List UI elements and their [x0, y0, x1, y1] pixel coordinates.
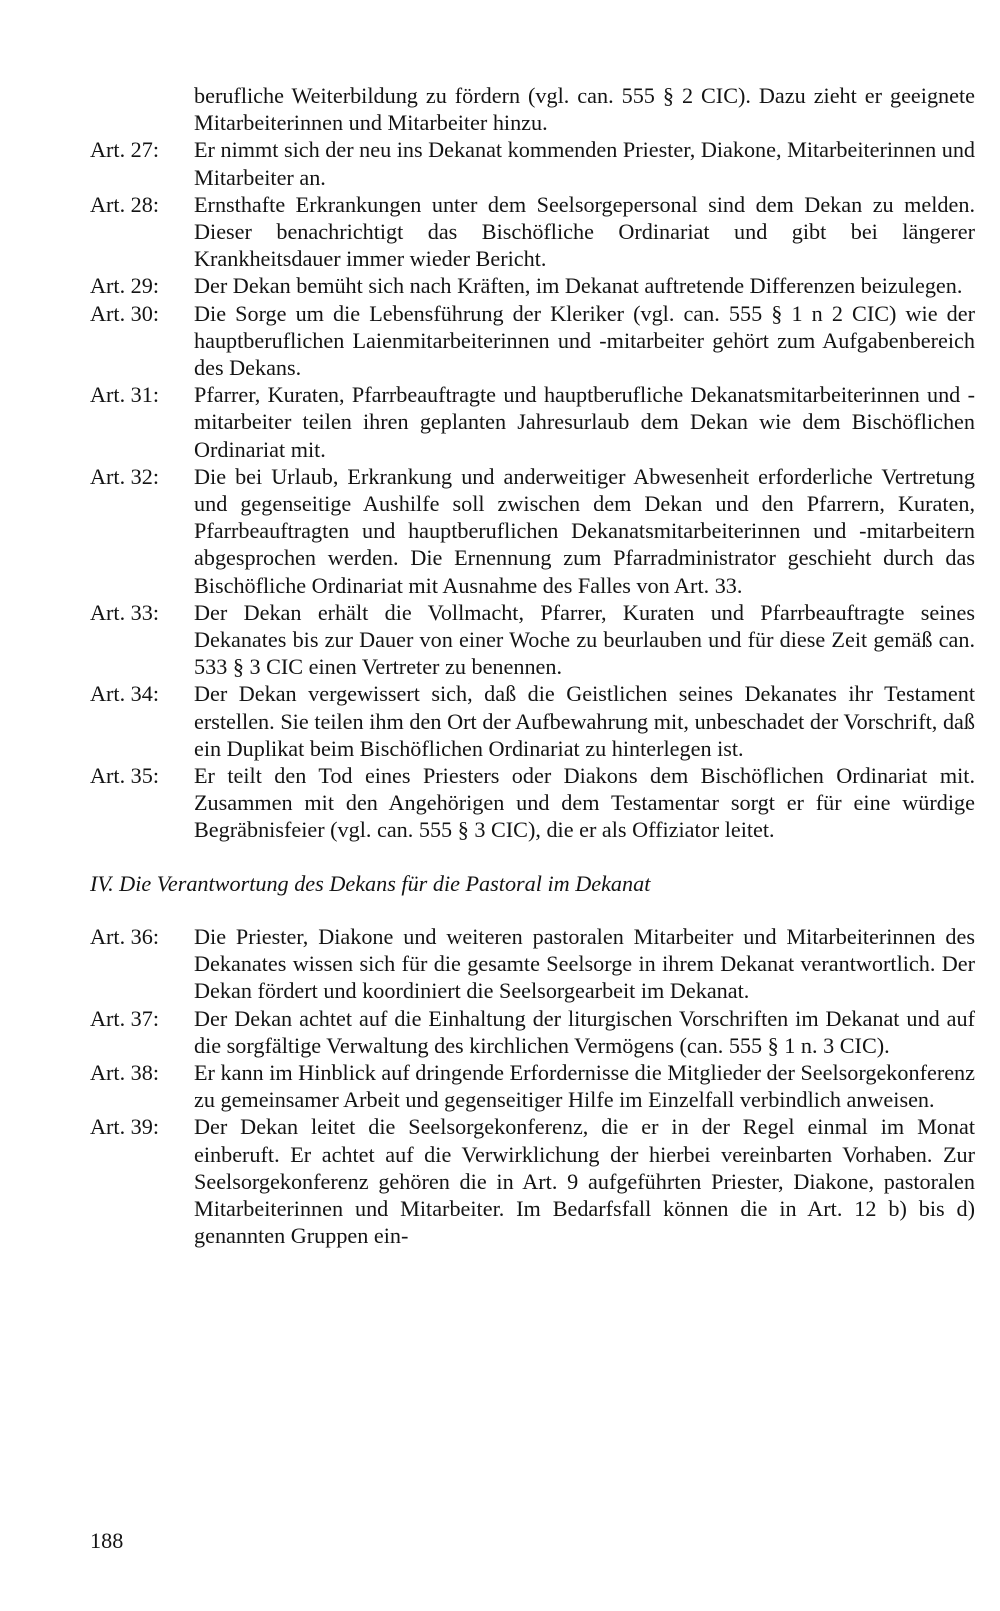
article-label: Art. 39: — [90, 1114, 160, 1140]
article-34 — [90, 680, 975, 762]
article-text: Ernsthafte Erkrankungen unter dem Seelsorgepersonal sind dem Dekan zu melden. Dieser benachrichtigt das Bischöfliche Ordinariat und gibt bei längerer Krankheitsdauer immer wieder Bericht. — [194, 191, 975, 272]
page-number: 188 — [90, 1528, 124, 1553]
continued-paragraph: berufliche Weiterbildung zu fördern (vgl. can. 555 § 2 CIC). Dazu zieht er geeignete Mitarbeiterinnen und Mitarbeiter hinzu. — [194, 83, 975, 136]
article-label: Art. 29: — [90, 273, 160, 299]
article-27 — [90, 136, 975, 190]
article-text: Der Dekan vergewissert sich, daß die Geistlichen seines Dekanates ihr Testament erstellen. Sie teilen ihm den Ort der Aufbewahrung mit, unbeschadet der Vorschrift, daß ein Duplikat beim Bischöflichen Ordinariat zu hinterlegen ist. — [194, 681, 975, 761]
article-38 — [90, 1059, 975, 1113]
article-32 — [90, 463, 975, 599]
article-31 — [90, 381, 975, 463]
article-28 — [90, 191, 975, 273]
article-text: Die Priester, Diakone und weiteren pastoralen Mitarbeiter und Mitarbeiterinnen des Dekanates wissen sich für die gesamte Seelsorge in ihrem Dekanat verantwortlich. Der Dekan fördert und koordiniert die Seelsorgearbeit im Dekanat. — [194, 923, 975, 1004]
section-heading: IV. Die Verantwortung des Dekans für die Pastoral im Dekanat — [90, 870, 651, 896]
article-label: Art. 27: — [90, 137, 160, 163]
article-text: Die bei Urlaub, Erkrankung und anderweitiger Abwesenheit erforderliche Vertretung und gegenseitige Aushilfe soll zwischen dem Dekan und den Pfarrern, Kuraten, Pfarrbeauftragten und hauptberuflichen Dekanatsmitarbeiterinnen und -mitarbeitern abgesprochen werden. Die Ernennung zum Pfarradministrator geschieht durch das Bischöfliche Ordinariat mit Ausnahme des Falles von Art. 33. — [194, 463, 975, 598]
article-text: Der Dekan bemüht sich nach Kräften, im Dekanat auftretende Differenzen beizulegen. — [194, 273, 963, 299]
article-29 — [90, 272, 975, 299]
article-label: Art. 32: — [90, 463, 160, 489]
article-label: Art. 28: — [90, 191, 160, 217]
article-label: Art. 38: — [90, 1059, 160, 1085]
article-label: Art. 34: — [90, 681, 160, 707]
article-text: Er teilt den Tod eines Priesters oder Diakons dem Bischöflichen Ordinariat mit. Zusammen mit den Angehörigen und dem Testamentar sorgt er für eine würdige Begräbnisfeier (vgl. can. 555 § 3 CIC), die er als Offiziator leitet. — [194, 763, 975, 843]
article-label: Art. 31: — [90, 382, 160, 408]
article-list-admin — [90, 136, 975, 843]
article-text: Er kann im Hinblick auf dringende Erfordernisse die Mitglieder der Seelsorgekonferenz zu gemeinsamer Arbeit und gegenseitiger Hilfe im Einzelfall verbindlich anweisen. — [194, 1059, 975, 1113]
article-label: Art. 36: — [90, 923, 160, 949]
article-label: Art. 30: — [90, 300, 160, 326]
article-33 — [90, 599, 975, 681]
article-text: Die Sorge um die Lebensführung der Kleriker (vgl. can. 555 § 1 n 2 CIC) wie der hauptberuflichen Laienmitarbeiterinnen und -mitarbeiter gehört zum Aufgabenbereich des Dekans. — [194, 300, 975, 381]
article-36 — [90, 923, 975, 1005]
article-39 — [90, 1113, 975, 1249]
article-37 — [90, 1005, 975, 1059]
article-35 — [90, 762, 975, 844]
article-text: Der Dekan erhält die Vollmacht, Pfarrer, Kuraten und Pfarrbeauftragte seines Dekanates bis zur Dauer von einer Woche zu beurlauben und für diese Zeit gemäß can. 533 § 3 CIC einen Vertreter zu benennen. — [194, 599, 975, 680]
body-text — [90, 82, 975, 1249]
article-text: Pfarrer, Kuraten, Pfarrbeauftragte und hauptberufliche Dekanatsmitarbeiterinnen und -mitarbeiter teilen ihren geplanten Jahresurlaub dem Dekan wie dem Bischöflichen Ordinariat mit. — [194, 382, 975, 462]
article-list-pastoral — [90, 923, 975, 1249]
article-text: Er nimmt sich der neu ins Dekanat kommenden Priester, Diakone, Mitarbeiterinnen und Mitarbeiter an. — [194, 137, 976, 190]
article-text: Der Dekan leitet die Seelsorgekonferenz, die er in der Regel einmal im Monat einberuft. Er achtet auf die Verwirklichung der hierbei vereinbarten Vorhaben. Zur Seelsorgekonferenz gehören die in Art. 9 aufgeführten Priester, Diakone, pastoralen Mitarbeiterinnen und Mitarbeiter. Im Bedarfsfall können die in Art. 12 b) bis d) genannten Gruppen ein- — [194, 1114, 975, 1249]
article-label: Art. 33: — [90, 599, 160, 625]
article-label: Art. 35: — [90, 763, 160, 789]
article-label: Art. 37: — [90, 1005, 160, 1031]
article-text: Der Dekan achtet auf die Einhaltung der liturgischen Vorschriften im Dekanat und auf die sorgfältige Verwaltung des kirchlichen Vermögens (can. 555 § 1 n. 3 CIC). — [194, 1005, 975, 1058]
article-30 — [90, 300, 975, 382]
